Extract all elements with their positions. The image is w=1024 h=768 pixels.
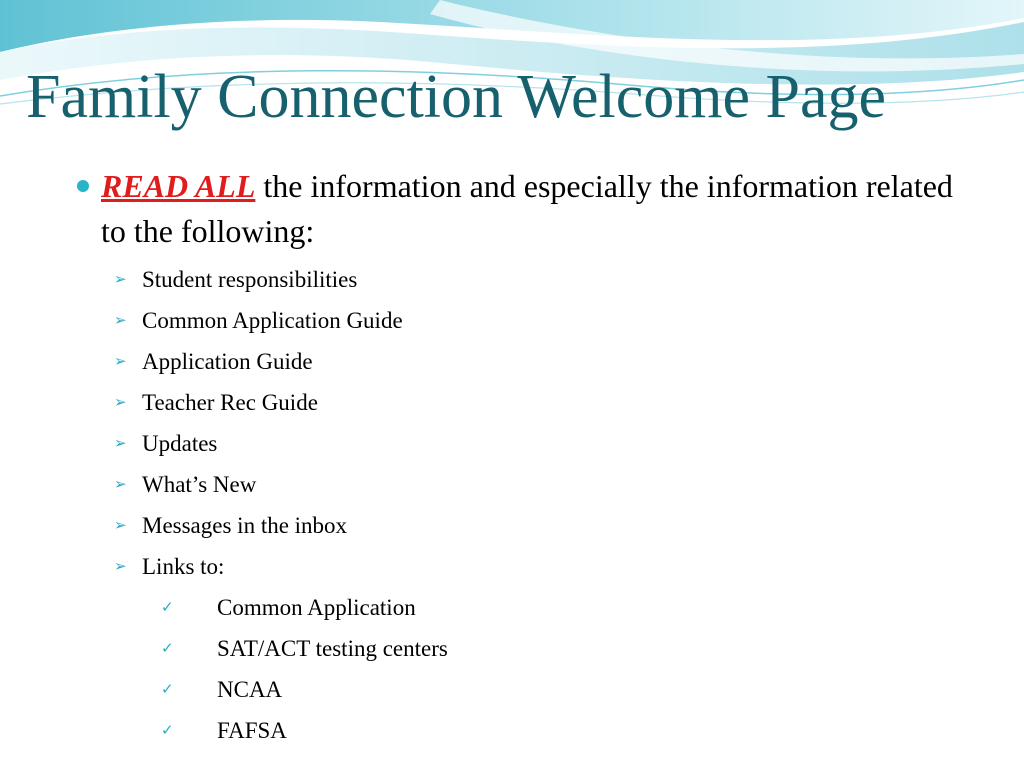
sub-item-links-to (114, 546, 225, 587)
link-item-label: SAT/ACT testing centers (217, 636, 448, 661)
link-item-ncaa (161, 669, 283, 710)
arrow-bullet-icon: ➢ (114, 352, 127, 370)
link-item-label: Common Application (217, 595, 416, 620)
link-item-label: FAFSA (217, 718, 287, 743)
arrow-bullet-icon: ➢ (114, 557, 127, 575)
sub-item-label: Student responsibilities (142, 267, 358, 292)
sub-item-label: Teacher Rec Guide (142, 390, 318, 415)
sub-item-label: Links to: (142, 554, 225, 579)
sub-item-updates (114, 423, 218, 464)
main-bullet (101, 164, 981, 254)
sub-item-common-application-guide (114, 300, 403, 341)
link-item-fafsa (161, 710, 287, 751)
sub-item-label: What’s New (142, 472, 257, 497)
link-item-label: NCAA (217, 677, 283, 702)
sub-item-label: Application Guide (142, 349, 313, 374)
arrow-bullet-icon: ➢ (114, 311, 127, 329)
sub-item-application-guide (114, 341, 313, 382)
sub-item-messages-inbox (114, 505, 348, 546)
arrow-bullet-icon: ➢ (114, 434, 127, 452)
link-item-sat-act (161, 628, 448, 669)
sub-item-label: Messages in the inbox (142, 513, 348, 538)
arrow-bullet-icon: ➢ (114, 516, 127, 534)
link-item-common-application (161, 587, 416, 628)
sub-item-teacher-rec-guide (114, 382, 318, 423)
arrow-bullet-icon: ➢ (114, 475, 127, 493)
bullet-dot-icon (77, 180, 89, 192)
checkmark-icon: ✓ (161, 598, 174, 616)
sub-item-label: Updates (142, 431, 218, 456)
checkmark-icon: ✓ (161, 639, 174, 657)
sub-item-whats-new (114, 464, 257, 505)
main-bullet-text: the information and especially the information related to the following: (101, 168, 953, 249)
sub-item-student-responsibilities (114, 259, 358, 300)
checkmark-icon: ✓ (161, 721, 174, 739)
sub-item-label: Common Application Guide (142, 308, 403, 333)
arrow-bullet-icon: ➢ (114, 393, 127, 411)
slide-title: Family Connection Welcome Page (26, 63, 886, 131)
checkmark-icon: ✓ (161, 680, 174, 698)
arrow-bullet-icon: ➢ (114, 270, 127, 288)
read-all-emphasis: READ ALL (101, 168, 256, 204)
